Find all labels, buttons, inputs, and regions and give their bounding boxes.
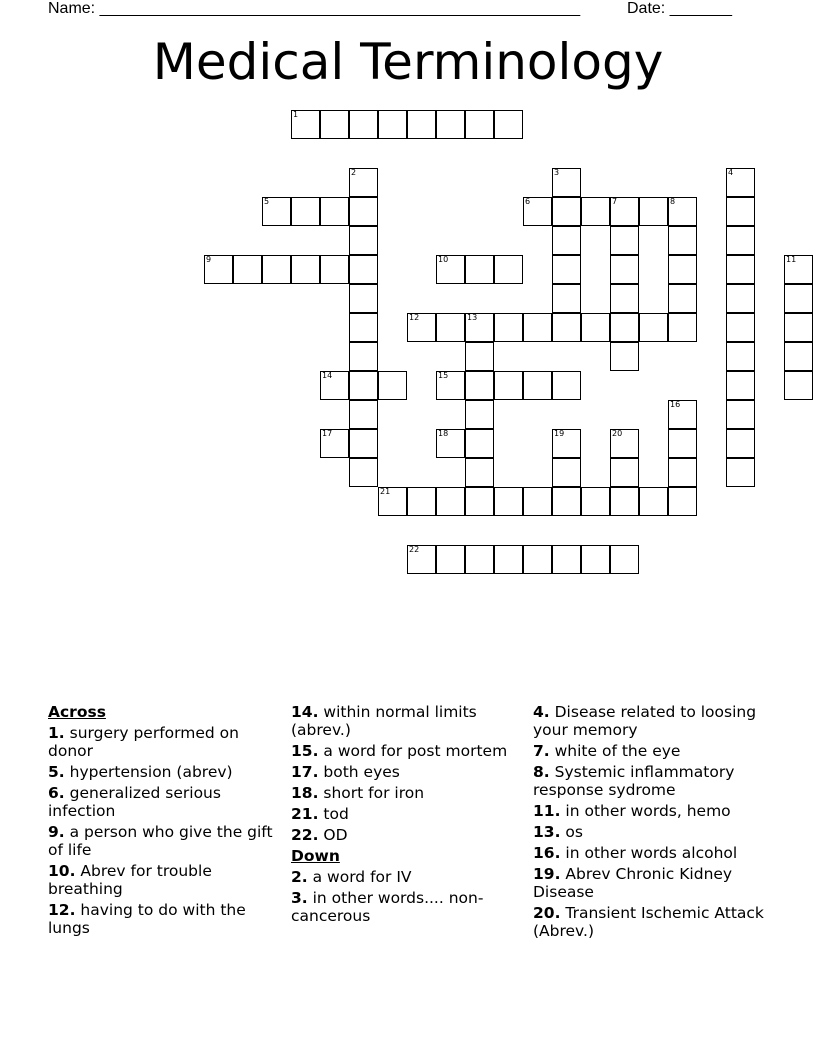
clue-number: 7.	[533, 742, 550, 760]
grid-cell[interactable]	[552, 226, 581, 255]
clue-text: os	[565, 823, 583, 841]
clues-column-3	[533, 703, 765, 943]
grid-cell[interactable]	[204, 255, 233, 284]
grid-cell[interactable]	[349, 313, 378, 342]
clue-text: OD	[323, 826, 348, 844]
cell-number: 6	[525, 197, 531, 206]
clue-text: both eyes	[323, 763, 400, 781]
grid-cell[interactable]	[668, 487, 697, 516]
grid-cell[interactable]	[639, 197, 668, 226]
cell-number: 12	[409, 313, 420, 322]
cell-number: 4	[728, 168, 734, 177]
clue-text: a person who give the gift of life	[48, 823, 273, 859]
grid-cell[interactable]	[291, 110, 320, 139]
grid-cell[interactable]	[291, 197, 320, 226]
clue-down-20	[533, 904, 765, 940]
grid-cell[interactable]	[465, 487, 494, 516]
clue-across-18	[291, 784, 523, 802]
cell-number: 11	[786, 255, 797, 264]
grid-cell[interactable]	[349, 255, 378, 284]
grid-cell[interactable]	[668, 458, 697, 487]
cell-number: 21	[380, 487, 391, 496]
grid-cell[interactable]	[726, 371, 755, 400]
grid-cell[interactable]	[407, 545, 436, 574]
cell-number: 15	[438, 371, 449, 380]
clue-number: 13.	[533, 823, 561, 841]
grid-cell[interactable]	[349, 226, 378, 255]
clue-number: 2.	[291, 868, 308, 886]
clue-across-14	[291, 703, 523, 739]
clue-number: 22.	[291, 826, 319, 844]
grid-cell[interactable]	[784, 313, 813, 342]
clue-number: 16.	[533, 844, 561, 862]
clue-number: 15.	[291, 742, 319, 760]
clues-column-1	[48, 703, 278, 940]
grid-cell[interactable]	[407, 313, 436, 342]
cell-number: 5	[264, 197, 270, 206]
clue-text: white of the eye	[554, 742, 681, 760]
clue-number: 4.	[533, 703, 550, 721]
clue-number: 11.	[533, 802, 561, 820]
grid-cell[interactable]	[436, 371, 465, 400]
clue-text: in other words, hemo	[565, 802, 731, 820]
grid-cell[interactable]	[436, 110, 465, 139]
clue-number: 19.	[533, 865, 561, 883]
grid-cell[interactable]	[465, 313, 494, 342]
cell-number: 19	[554, 429, 565, 438]
grid-cell[interactable]	[349, 284, 378, 313]
grid-cell[interactable]	[349, 429, 378, 458]
grid-cell[interactable]	[639, 487, 668, 516]
grid-cell[interactable]	[610, 284, 639, 313]
grid-cell[interactable]	[465, 400, 494, 429]
clue-number: 14.	[291, 703, 319, 721]
clue-across-6	[48, 784, 278, 820]
grid-cell[interactable]	[610, 342, 639, 371]
grid-cell[interactable]	[581, 545, 610, 574]
grid-cell[interactable]	[494, 110, 523, 139]
grid-cell[interactable]	[668, 226, 697, 255]
grid-cell[interactable]	[494, 545, 523, 574]
grid-cell[interactable]	[639, 313, 668, 342]
grid-cell[interactable]	[407, 487, 436, 516]
grid-cell[interactable]	[610, 313, 639, 342]
grid-cell[interactable]	[465, 342, 494, 371]
grid-cell[interactable]	[523, 197, 552, 226]
grid-cell[interactable]	[320, 110, 349, 139]
clue-text: generalized serious infection	[48, 784, 221, 820]
clue-number: 8.	[533, 763, 550, 781]
grid-cell[interactable]	[320, 429, 349, 458]
grid-cell[interactable]	[668, 313, 697, 342]
clue-text: Transient Ischemic Attack (Abrev.)	[533, 904, 764, 940]
grid-cell[interactable]	[610, 458, 639, 487]
clue-number: 17.	[291, 763, 319, 781]
grid-cell[interactable]	[233, 255, 262, 284]
grid-cell[interactable]	[378, 487, 407, 516]
clue-across-22	[291, 826, 523, 844]
grid-cell[interactable]	[726, 255, 755, 284]
clue-text: Systemic inflammatory response sydrome	[533, 763, 735, 799]
grid-cell[interactable]	[552, 458, 581, 487]
clue-text: tod	[323, 805, 349, 823]
clue-down-3	[291, 889, 523, 925]
clue-text: hypertension (abrev)	[69, 763, 233, 781]
clue-text: Abrev for trouble breathing	[48, 862, 212, 898]
clue-text: a word for IV	[312, 868, 412, 886]
clue-across-15	[291, 742, 523, 760]
clue-number: 3.	[291, 889, 308, 907]
grid-cell[interactable]	[494, 487, 523, 516]
grid-cell[interactable]	[610, 429, 639, 458]
clue-number: 18.	[291, 784, 319, 802]
grid-cell[interactable]	[378, 371, 407, 400]
clue-across-1	[48, 724, 278, 760]
grid-cell[interactable]	[726, 168, 755, 197]
grid-cell[interactable]	[668, 255, 697, 284]
grid-cell[interactable]	[610, 487, 639, 516]
grid-cell[interactable]	[262, 197, 291, 226]
clue-down-8	[533, 763, 765, 799]
clue-down-7	[533, 742, 765, 760]
clue-text: short for iron	[323, 784, 425, 802]
grid-cell[interactable]	[552, 371, 581, 400]
clue-number: 1.	[48, 724, 65, 742]
grid-cell[interactable]	[465, 545, 494, 574]
cell-number: 8	[670, 197, 676, 206]
grid-cell[interactable]	[581, 313, 610, 342]
grid-cell[interactable]	[465, 458, 494, 487]
clue-text: in other words alcohol	[565, 844, 738, 862]
grid-cell[interactable]	[784, 371, 813, 400]
grid-cell[interactable]	[552, 429, 581, 458]
clue-number: 5.	[48, 763, 65, 781]
grid-cell[interactable]	[349, 400, 378, 429]
grid-cell[interactable]	[494, 313, 523, 342]
grid-cell[interactable]	[726, 458, 755, 487]
grid-cell[interactable]	[552, 168, 581, 197]
grid-cell[interactable]	[349, 168, 378, 197]
grid-cell[interactable]	[610, 255, 639, 284]
grid-cell[interactable]	[436, 313, 465, 342]
grid-cell[interactable]	[668, 197, 697, 226]
cell-number: 17	[322, 429, 333, 438]
grid-cell[interactable]	[378, 110, 407, 139]
grid-cell[interactable]	[262, 255, 291, 284]
clue-text: Disease related to loosing your memory	[533, 703, 757, 739]
clue-number: 21.	[291, 805, 319, 823]
grid-cell[interactable]	[726, 197, 755, 226]
grid-cell[interactable]	[349, 197, 378, 226]
grid-cell[interactable]	[552, 197, 581, 226]
clue-text: Abrev Chronic Kidney Disease	[533, 865, 733, 901]
grid-cell[interactable]	[436, 545, 465, 574]
clue-down-4	[533, 703, 765, 739]
grid-cell[interactable]	[726, 226, 755, 255]
grid-cell[interactable]	[552, 255, 581, 284]
clue-down-2	[291, 868, 523, 886]
grid-cell[interactable]	[291, 255, 320, 284]
clue-down-19	[533, 865, 765, 901]
clue-number: 6.	[48, 784, 65, 802]
cell-number: 7	[612, 197, 618, 206]
grid-cell[interactable]	[523, 371, 552, 400]
grid-cell[interactable]	[465, 255, 494, 284]
cell-number: 9	[206, 255, 212, 264]
grid-cell[interactable]	[552, 545, 581, 574]
clue-number: 9.	[48, 823, 65, 841]
grid-cell[interactable]	[349, 458, 378, 487]
grid-cell[interactable]	[407, 110, 436, 139]
grid-cell[interactable]	[726, 429, 755, 458]
grid-cell[interactable]	[668, 429, 697, 458]
grid-cell[interactable]	[610, 226, 639, 255]
clue-text: within normal limits (abrev.)	[291, 703, 477, 739]
clue-across-12	[48, 901, 278, 937]
grid-cell[interactable]	[552, 487, 581, 516]
clue-number: 10.	[48, 862, 76, 880]
grid-cell[interactable]	[726, 400, 755, 429]
grid-cell[interactable]	[494, 371, 523, 400]
grid-cell[interactable]	[436, 255, 465, 284]
grid-cell[interactable]	[465, 110, 494, 139]
clue-text: in other words.... non-cancerous	[291, 889, 484, 925]
clue-text: surgery performed on donor	[48, 724, 239, 760]
clue-number: 12.	[48, 901, 76, 919]
grid-cell[interactable]	[494, 255, 523, 284]
grid-cell[interactable]	[523, 313, 552, 342]
grid-cell[interactable]	[726, 284, 755, 313]
grid-cell[interactable]	[436, 429, 465, 458]
across-heading: Across	[48, 703, 106, 721]
grid-cell[interactable]	[726, 313, 755, 342]
cell-number: 3	[554, 168, 560, 177]
clue-down-11	[533, 802, 765, 820]
name-field-line[interactable]: Name: ______________________________________________________	[48, 0, 581, 17]
clue-number: 20.	[533, 904, 561, 922]
grid-cell[interactable]	[320, 255, 349, 284]
cell-number: 18	[438, 429, 449, 438]
cell-number: 16	[670, 400, 681, 409]
cell-number: 14	[322, 371, 333, 380]
grid-cell[interactable]	[349, 110, 378, 139]
page-title: Medical Terminology	[152, 33, 664, 91]
grid-cell[interactable]	[465, 371, 494, 400]
grid-cell[interactable]	[610, 545, 639, 574]
clue-across-10	[48, 862, 278, 898]
date-field-line[interactable]: Date: _______	[627, 0, 732, 17]
cell-number: 13	[467, 313, 478, 322]
grid-cell[interactable]	[523, 545, 552, 574]
grid-cell[interactable]	[668, 284, 697, 313]
clue-down-13	[533, 823, 765, 841]
grid-cell[interactable]	[465, 429, 494, 458]
grid-cell[interactable]	[784, 255, 813, 284]
cell-number: 20	[612, 429, 623, 438]
grid-cell[interactable]	[610, 197, 639, 226]
cell-number: 2	[351, 168, 357, 177]
grid-cell[interactable]	[784, 284, 813, 313]
grid-cell[interactable]	[726, 342, 755, 371]
clue-down-16	[533, 844, 765, 862]
cell-number: 22	[409, 545, 420, 554]
grid-cell[interactable]	[349, 342, 378, 371]
grid-cell[interactable]	[581, 487, 610, 516]
grid-cell[interactable]	[552, 313, 581, 342]
grid-cell[interactable]	[784, 342, 813, 371]
clue-across-17	[291, 763, 523, 781]
clue-text: a word for post mortem	[323, 742, 508, 760]
grid-cell[interactable]	[320, 371, 349, 400]
clue-across-5	[48, 763, 278, 781]
cell-number: 10	[438, 255, 449, 264]
grid-cell[interactable]	[349, 371, 378, 400]
clue-across-9	[48, 823, 278, 859]
clues-column-2	[291, 703, 523, 928]
clue-across-21	[291, 805, 523, 823]
down-heading: Down	[291, 847, 340, 865]
grid-cell[interactable]	[320, 197, 349, 226]
grid-cell[interactable]	[668, 400, 697, 429]
grid-cell[interactable]	[552, 284, 581, 313]
clue-text: having to do with the lungs	[48, 901, 246, 937]
grid-cell[interactable]	[436, 487, 465, 516]
grid-cell[interactable]	[523, 487, 552, 516]
grid-cell[interactable]	[581, 197, 610, 226]
cell-number: 1	[293, 110, 299, 119]
